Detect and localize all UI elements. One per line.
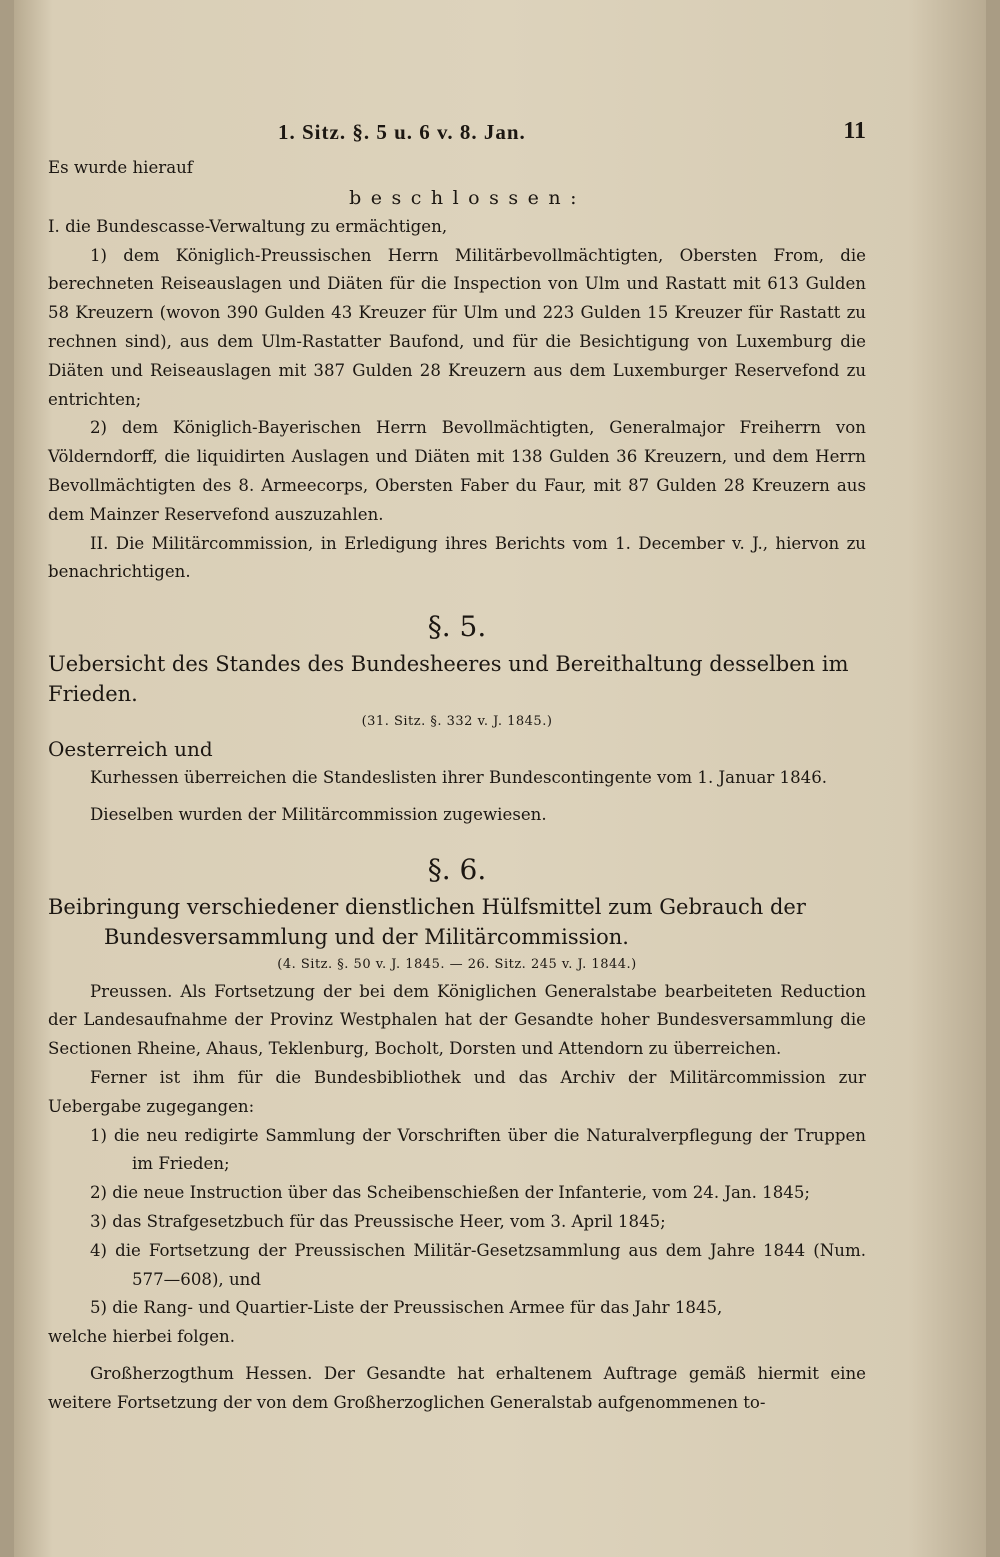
section-6-list-item-4: 4) die Fortsetzung der Preussischen Militär-Gesetzsammlung aus dem Jahre 1844 (Num. 577—608), und xyxy=(90,1240,866,1289)
resolved-heading: beschlossen: xyxy=(349,186,586,209)
intro-line: Es wurde hierauf xyxy=(48,158,193,177)
resolution-1-item-1: 1) dem Königlich-Preussischen Herrn Militärbevollmächtigten, Obersten From, die berechneten Reiseauslagen und Diäten für die Inspection von Ulm und Rastatt mit 613 Gulden 58 Kreuzern (wovon 390 Gulden 43 Kreuzer für Ulm und 223 Gulden 15 Kreuzer für Rastatt zu rechnen sind), aus dem Ulm-Rastatter Baufond, und für die Besichtigung von Luxemburg die Diäten und Reiseauslagen mit 387 Gulden 28 Kreuzern aus dem Luxemburger Reservefond zu entrichten; xyxy=(48,245,866,409)
section-6-list-item-5: 5) die Rang- und Quartier-Liste der Preussischen Armee für das Jahr 1845, xyxy=(90,1298,723,1318)
section-5-para-1a: Oesterreich und xyxy=(48,737,213,762)
section-5-mark: §. 5. xyxy=(427,610,487,644)
running-header xyxy=(48,114,866,154)
section-6-list-item-1: 1) die neu redigirte Sammlung der Vorschriften über die Naturalverpflegung der Truppen im Frieden; xyxy=(90,1125,866,1174)
resolution-1-item-2: 2) dem Königlich-Bayerischen Herrn Bevollmächtigten, Generalmajor Freiherrn von Völderndorff, die liquidirten Auslagen und Diäten mit 138 Gulden 36 Kreuzern, und dem Herrn Bevollmächtigten des 8. Armeecorps, Obersten Faber du Faur, mit 87 Gulden 28 Kreuzern aus dem Mainzer Reservefond auszuzahlen. xyxy=(48,418,866,524)
section-5-para-2: Dieselben wurden der Militärcommission zugewiesen. xyxy=(90,804,547,824)
page-number: 11 xyxy=(843,118,866,144)
section-5-para-1b: Kurhessen überreichen die Standeslisten ihrer Bundescontingente vom 1. Januar 1846. xyxy=(90,767,828,787)
section-6-para-3: welche hierbei folgen. xyxy=(48,1327,236,1347)
document-page xyxy=(14,0,986,1557)
section-6-title: Beibringung verschiedener dienstlichen Hülfsmittel zum Gebrauch der Bundesversammlung und der Militärcommission. xyxy=(48,894,806,949)
section-6-list-item-3: 3) das Strafgesetzbuch für das Preussische Heer, vom 3. April 1845; xyxy=(90,1211,666,1231)
resolution-2: II. Die Militärcommission, in Erledigung ihres Berichts vom 1. December v. J., hiervon zu benachrichtigen. xyxy=(48,533,866,582)
section-6-para-2: Ferner ist ihm für die Bundesbibliothek und das Archiv der Militärcommission zur Uebergabe zugegangen: xyxy=(48,1067,866,1116)
running-title: 1. Sitz. §. 5 u. 6 v. 8. Jan. xyxy=(278,120,526,144)
section-6-mark: §. 6. xyxy=(427,852,487,886)
section-5-title: Uebersicht des Standes des Bundesheeres und Bereithaltung desselben im Frieden. xyxy=(48,652,849,707)
section-5-reference: (31. Sitz. §. 332 v. J. 1845.) xyxy=(361,714,553,730)
resolution-1-lead: I. die Bundescasse-Verwaltung zu ermächtigen, xyxy=(48,216,448,236)
section-6-list-item-2: 2) die neue Instruction über das Scheibenschießen der Infanterie, vom 24. Jan. 1845; xyxy=(90,1183,810,1203)
page-content xyxy=(48,114,866,1418)
section-6-reference: (4. Sitz. §. 50 v. J. 1845. — 26. Sitz. 245 v. J. 1844.) xyxy=(277,956,637,972)
section-6-para-4: Großherzogthum Hessen. Der Gesandte hat erhaltenem Auftrage gemäß hiermit eine weitere Fortsetzung der von dem Großherzoglichen Generalstab aufgenommenen to- xyxy=(48,1363,866,1412)
section-6-para-1: Preussen. Als Fortsetzung der bei dem Königlichen Generalstabe bearbeiteten Reduction der Landesaufnahme der Provinz Westphalen hat der Gesandte hoher Bundesversammlung die Sectionen Rheine, Ahaus, Teklenburg, Bocholt, Dorsten und Attendorn zu überreichen. xyxy=(48,981,866,1059)
